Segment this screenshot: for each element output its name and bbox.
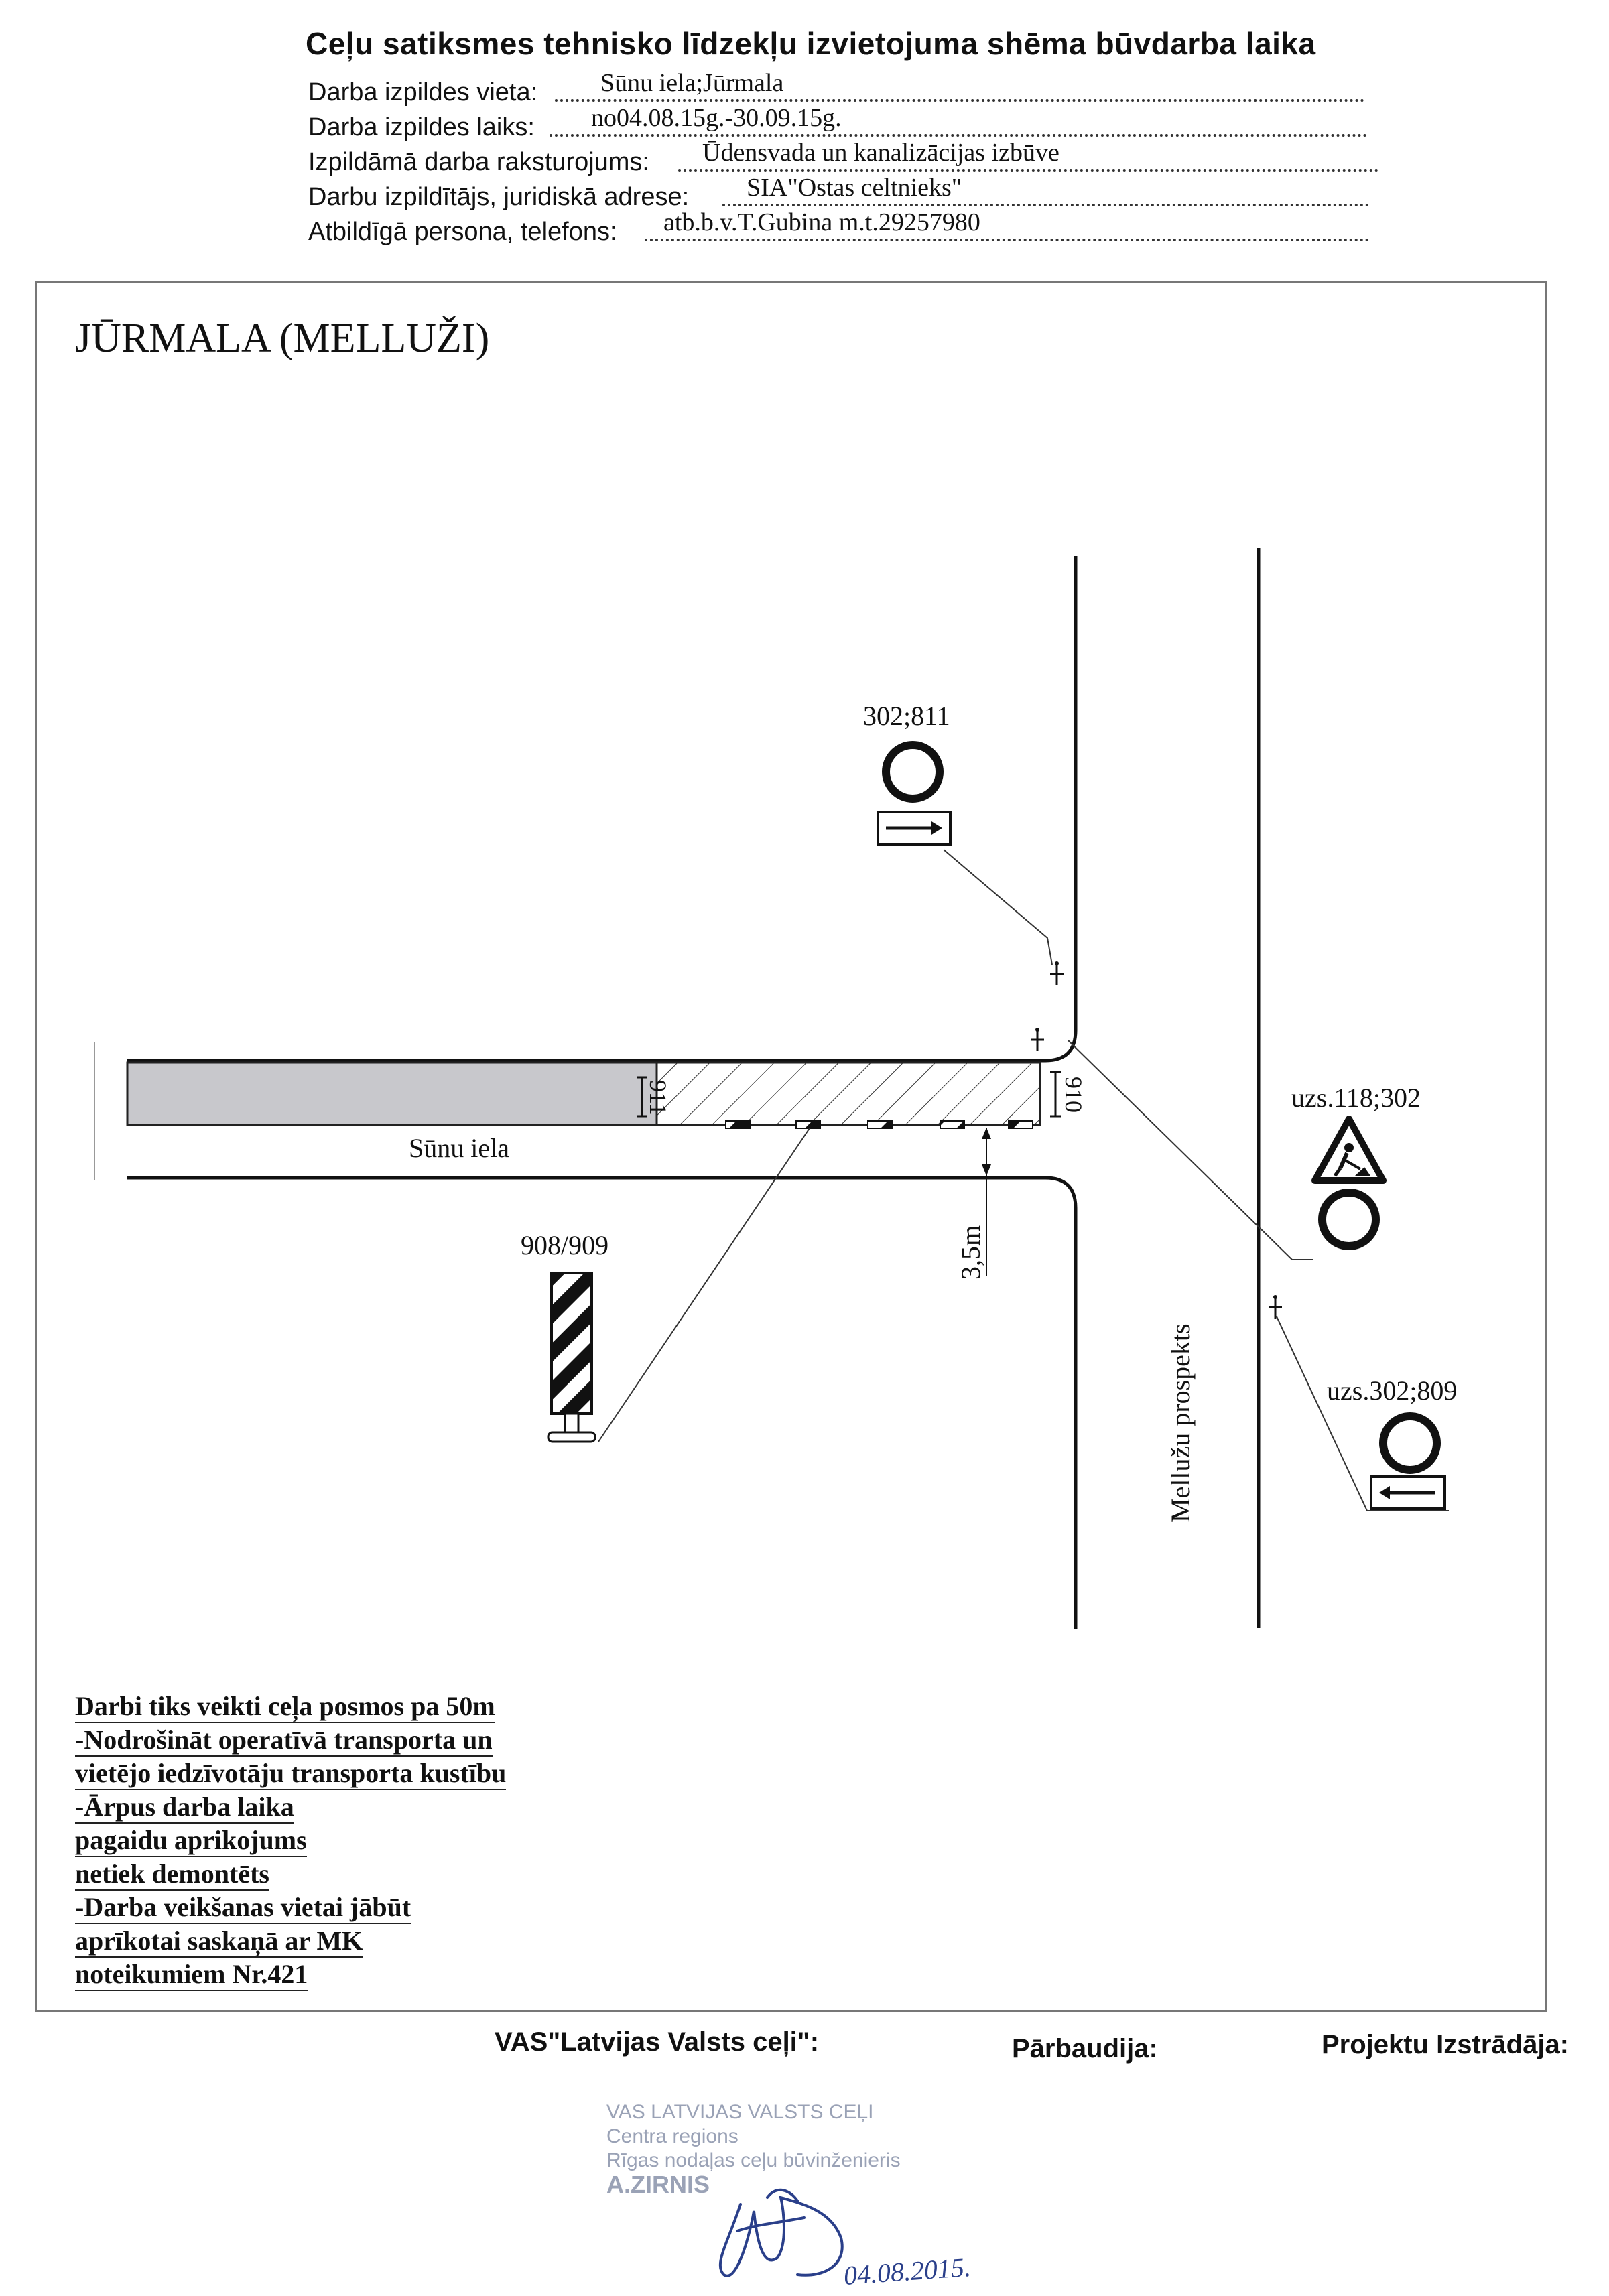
street-name-sunu: Sūnu iela xyxy=(409,1133,509,1163)
sign-910-label: 910 xyxy=(1060,1077,1087,1113)
field-value: Ūdensvada un kanalizācijas izbūve xyxy=(702,139,1059,167)
signature-date: 04.08.2015. xyxy=(842,2251,972,2291)
note-line: -Nodrošināt operatīvā transporta un xyxy=(75,1725,493,1757)
note-line: pagaidu aprikojums xyxy=(75,1825,307,1857)
field-value: Sūnu iela;Jūrmala xyxy=(600,69,784,97)
sign-position-marker xyxy=(1031,1028,1044,1051)
approval-stamp xyxy=(606,2100,901,2197)
stamp-line: Rīgas nodaļas ceļu būvinženieris xyxy=(606,2149,901,2171)
striped-barrier-board-icon xyxy=(552,1273,592,1414)
sign-uzs-302-809 xyxy=(1277,1316,1457,1511)
note-line: noteikumiem Nr.421 xyxy=(75,1959,308,1991)
field-label: Darbu izpildītājs, juridiskā adrese: xyxy=(308,183,690,211)
lane-width-label: 3,5m xyxy=(956,1225,986,1280)
place-title: JŪRMALA (MELLUŽI) xyxy=(75,316,490,361)
field-label: Darba izpildes vieta: xyxy=(308,78,538,107)
note-line: aprīkotai saskaņā ar MK xyxy=(75,1926,363,1958)
stamp-line: VAS LATVIJAS VALSTS CEĻI xyxy=(606,2101,874,2123)
footer-checked: Pārbaudija: xyxy=(1012,2034,1158,2064)
document-title: Ceļu satiksmes tehnisko līdzekļu izvietojuma shēma būvdarba laika xyxy=(306,26,1316,61)
lane-width-dimension xyxy=(956,1128,991,1280)
no-entry-circle-icon xyxy=(1383,1416,1437,1470)
note-line: vietējo iedzīvotāju transporta kustību xyxy=(75,1758,506,1790)
sign-uzs-118-302 xyxy=(1068,1040,1421,1260)
sign-position-marker xyxy=(1050,961,1064,985)
sign-911-label: 911 xyxy=(645,1080,671,1116)
road-surface-grey xyxy=(127,1063,657,1125)
footer-project-author: Projektu Izstrādāja: xyxy=(1322,2030,1569,2059)
sign-910-symbol xyxy=(1050,1072,1087,1116)
note-line: -Ārpus darba laika xyxy=(75,1792,294,1824)
note-line: netiek demontēts xyxy=(75,1859,269,1891)
field-value: atb.b.v.T.Gubina m.t.29257980 xyxy=(663,208,980,237)
sign-position-marker xyxy=(1269,1295,1282,1319)
no-entry-circle-icon xyxy=(886,745,940,799)
sign-302-811 xyxy=(863,701,1052,965)
sign-908-909 xyxy=(521,1128,810,1442)
signature-handwritten xyxy=(720,2190,842,2276)
field-label: Darba izpildes laiks: xyxy=(308,113,535,141)
sign-911-symbol xyxy=(637,1077,671,1116)
stamp-line: Centra regions xyxy=(606,2125,738,2147)
sign-302-811-label: 302;811 xyxy=(863,701,950,731)
sign-uzs-302-809-label: uzs.302;809 xyxy=(1327,1375,1458,1406)
note-line: Darbi tiks veikti ceļa posmos pa 50m xyxy=(75,1691,495,1723)
sign-908-909-label: 908/909 xyxy=(521,1230,609,1260)
stamp-line: A.ZIRNIS xyxy=(606,2171,710,2198)
note-line: -Darba veikšanas vietai jābūt xyxy=(75,1892,411,1924)
field-value: SIA"Ostas celtnieks" xyxy=(747,174,962,202)
footer-approver: VAS"Latvijas Valsts ceļi": xyxy=(495,2027,820,2057)
no-entry-circle-icon xyxy=(1322,1193,1376,1246)
sign-uzs-118-302-label: uzs.118;302 xyxy=(1291,1083,1421,1113)
field-value: no04.08.15g.-30.09.15g. xyxy=(591,104,842,132)
field-label: Izpildāmā darba raksturojums: xyxy=(308,148,649,176)
work-zone-hatched xyxy=(657,1063,1040,1125)
field-label: Atbildīgā persona, telefons: xyxy=(308,218,617,246)
street-name-mellu: Mellužu prospekts xyxy=(1165,1323,1196,1522)
